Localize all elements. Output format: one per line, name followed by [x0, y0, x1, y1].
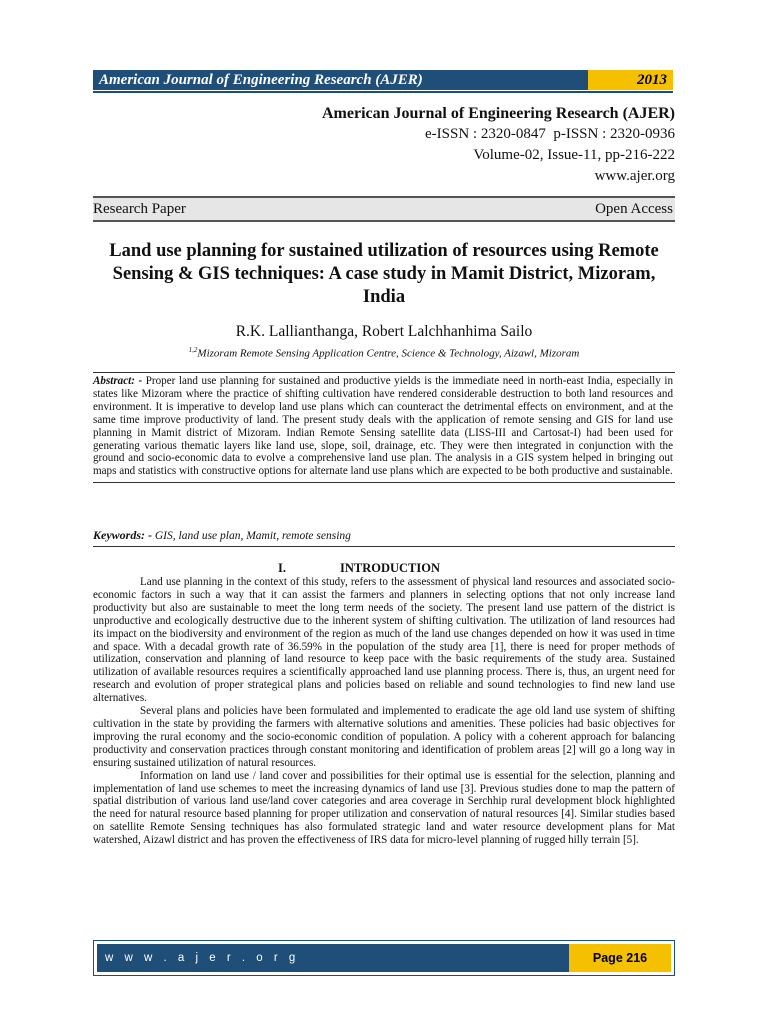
paper-type-bar: [93, 196, 675, 222]
section-heading: [93, 561, 675, 576]
paragraph: Information on land use / land cover and possibilities for their optimal use is essential for the selection, planning and implementation of land use schemes to meet the increasing dynamics of land use [3]. Previous studies done to map the pattern of spatial distribution of various land use/land cover categories and area coverage in Serchhip rural development block highlighted the need for natural resource based planning for proper utilization and conservation of natural resources [4]. Similar studies based on satellite Remote Sensing techniques has also formulated strategic land and water resource development plans for Mat watershed, Aizawl district and has proven the effectiveness of IRS data for micro-level planning of rugged hilly terrain [5].: [93, 769, 675, 847]
journal-issn: e-ISSN : 2320-0847 p-ISSN : 2320-0936: [425, 126, 675, 142]
header-divider: [93, 91, 673, 93]
authors: R.K. Lallianthanga, Robert Lalchhanhima Sailo: [235, 323, 533, 340]
abstract: [93, 372, 675, 483]
journal-name: American Journal of Engineering Research (AJER): [322, 105, 675, 122]
page-number: Page 216: [569, 944, 671, 972]
journal-year: 2013: [588, 70, 673, 90]
section-number: I.: [278, 561, 286, 575]
journal-website[interactable]: www.ajer.org: [594, 168, 675, 184]
access-type-label: Open Access: [595, 201, 673, 217]
keywords-label: Keywords: -: [93, 528, 152, 542]
page-footer: [93, 940, 675, 976]
affiliation: [93, 342, 675, 362]
footer-website[interactable]: w w w . a j e r . o r g: [97, 944, 569, 972]
journal-header-bar: [93, 70, 673, 90]
abstract-label: Abstract: -: [93, 375, 143, 387]
keywords-text: GIS, land use plan, Mamit, remote sensing: [154, 530, 351, 542]
paragraph: Land use planning in the context of this study, refers to the assessment of physical land resources and associated socio-economic factors in such a way that it can assist the farmers and planners in selecting options that not only increase land productivity but also are sustainable to meet the long term needs of the society. The present land use pattern of the district is unproductive and ecologically destructive due to the inherent system of shifting cultivation. The utilization of land resources had its impact on the biodiversity and environment of the region as much of the land use changes depended on how it was used in time and space. With a decadal growth rate of 36.59% in the population of the study area [1], there is need for proper methods of utilization, conservation and planning of land resource to keep pace with the basic requirements of the study area. Sustained utilization of available resources requires a scientifically approached land use planning process. There is, thus, an urgent need for research and evolution of proper strategical plans and policies based on reliable and sound technologies to find new land use alternatives.: [93, 576, 675, 705]
journal-info: [93, 103, 675, 187]
keywords: [93, 527, 675, 547]
section-title: INTRODUCTION: [339, 561, 440, 575]
paper-type-label: Research Paper: [93, 201, 186, 217]
paper-title: Land use planning for sustained utilization of resources using Remote Sensing & GIS techniques: A case study in Mamit District, Mizoram, India: [109, 241, 659, 307]
abstract-text: Proper land use planning for sustained and productive yields is the immediate need in north-east India, especially in states like Mizoram where the practice of shifting cultivation have rendered considerable destruction to both land resources and environment. It is imperative to develop land use plans which can counteract the detrimental effects on environment, and at the same time improve productivity of land. The present study deals with the application of remote sensing and GIS for land use planning in Mamit district of Mizoram. Indian Remote Sensing satellite data (LISS-III and Cartosat-I) had been used for generating various thematic layers like land use, slope, soil, drainage, etc. They were then integrated in conjunction with the ground and socio-economic data to evolve a comprehensive land use plan. The analysis in a GIS system helped in bringing out maps and statistics with constructive options for alternate land use plans which are expected to be both productive and sustainable.: [93, 375, 673, 478]
introduction-body: [93, 576, 675, 847]
journal-banner: American Journal of Engineering Research (AJER): [93, 70, 588, 90]
journal-volume: Volume-02, Issue-11, pp-216-222: [473, 147, 675, 163]
affiliation-text: Mizoram Remote Sensing Application Centre, Science & Technology, Aizawl, Mizoram: [197, 347, 580, 360]
paragraph: Several plans and policies have been formulated and implemented to eradicate the age old land use system of shifting cultivation in the state by providing the farmers with alternative solutions and amenities. These policies had basic objectives for improving the rural economy and the socio-economic condition of population. A policy with a coherent approach for balancing productivity and conservation practices through constant monitoring and identification of problem areas [2] will go a long way in ensuring sustained utilization of natural resources.: [93, 705, 675, 769]
affiliation-superscript: 1,2: [188, 346, 198, 354]
